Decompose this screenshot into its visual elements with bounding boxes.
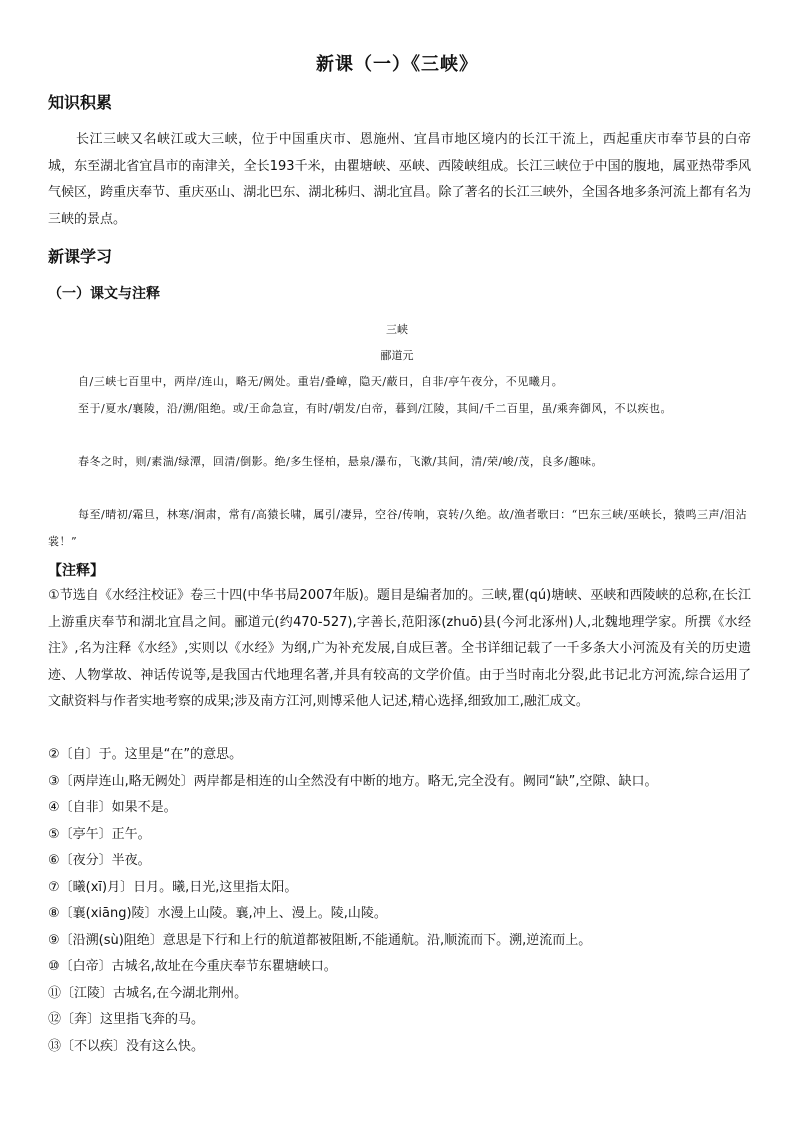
poem-paragraph: 至于/夏水/襄陵，沿/溯/阻绝。或/王命急宣，有时/朝发/白帝，暮到/江陵，其间/千二百里，虽/乘奔御风，不以疾也。 bbox=[78, 402, 673, 415]
section-heading-knowledge: 知识积累 bbox=[48, 93, 113, 112]
note-item: ⑦〔曦(xī)月〕日月。曦,日光,这里指太阳。 bbox=[48, 879, 298, 895]
notes-heading: 【注释】 bbox=[48, 563, 104, 579]
note-item: ⑬〔不以疾〕没有这么快。 bbox=[48, 1038, 205, 1054]
note-item: ③〔两岸连山,略无阙处〕两岸都是相连的山全然没有中断的地方。略无,完全没有。阙同“缺”,空隙、缺口。 bbox=[48, 773, 658, 789]
note-item: ⑨〔沿溯(sù)阻绝〕意思是下行和上行的航道都被阻断,不能通航。沿,顺流而下。溯,逆流而上。 bbox=[48, 932, 592, 948]
poem-paragraph: 每至/晴初/霜旦，林寒/涧肃，常有/高猿长啸，属引/凄异，空谷/传响，哀转/久绝。故/渔者歌曰：“巴东三峡/巫峡长，猿鸣三声/泪沾裳！” bbox=[48, 508, 748, 548]
note-item: ①节选自《水经注校证》卷三十四(中华书局2007年版)。题目是编者加的。三峡,瞿(qú)塘峡、巫峡和西陵峡的总称,在长江上游重庆奉节和湖北宜昌之间。郦道元(约470-527),字善长,范阳涿(zhuō)县(今河北涿州)人,北魏地理学家。所撰《水经注》,名为注释《水经》,实则以《水经》为纲,广为补充发展,自成巨著。全书详细记载了一千多条大小河流及有关的历史遗迹、人物掌故、神话传说等,是我国古代地理名著,并具有较高的文学价值。由于当时南北分裂,此书记北方河流,综合运用了文献资料与作者实地考察的成果;涉及南方江河,则博采他人记述,精心选择,细致加工,融汇成文。 bbox=[48, 588, 751, 709]
note-item: ⑧〔襄(xiāng)陵〕水漫上山陵。襄,冲上、漫上。陵,山陵。 bbox=[48, 906, 387, 921]
poem-title: 三峡 bbox=[386, 323, 408, 336]
note-item: ⑩〔白帝〕古城名,故址在今重庆奉节东瞿塘峡口。 bbox=[48, 959, 337, 974]
note-item: ⑥〔夜分〕半夜。 bbox=[48, 853, 151, 868]
note-item: ⑪〔江陵〕古城名,在今湖北荆州。 bbox=[48, 985, 248, 1001]
note-item: ②〔自〕于。这里是“在”的意思。 bbox=[48, 747, 243, 762]
poem-author: 郦道元 bbox=[380, 349, 414, 362]
poem-paragraph: 自/三峡七百里中，两岸/连山，略无/阙处。重岩/叠嶂，隐天/蔽日，自非/亭午夜分，不见曦月。 bbox=[78, 375, 564, 388]
knowledge-paragraph: 长江三峡又名峡江或大三峡，位于中国重庆市、恩施州、宜昌市地区境内的长江干流上，西起重庆市奉节县的白帝城，东至湖北省宜昌市的南津关，全长193千米，由瞿塘峡、巫峡、西陵峡组成。长江三峡位于中国的腹地，属亚热带季风气候区，跨重庆奉节、重庆巫山、湖北巴东、湖北秭归、湖北宜昌。除了著名的长江三峡外，全国各地多条河流上都有名为三峡的景点。 bbox=[48, 132, 751, 227]
page-title: 新课（一）《三峡》 bbox=[316, 54, 478, 75]
note-item: ④〔自非〕如果不是。 bbox=[48, 800, 177, 815]
section-heading-new-lesson: 新课学习 bbox=[48, 247, 113, 266]
note-item: ⑤〔亭午〕正午。 bbox=[48, 826, 151, 842]
notes-list bbox=[48, 742, 751, 1060]
poem-paragraph: 春冬之时，则/素湍/绿潭，回清/倒影。绝/多生怪柏，悬泉/瀑布，飞漱/其间，清/荣/峻/茂，良多/趣味。 bbox=[78, 455, 604, 468]
subsection-heading-text-notes: （一）课文与注释 bbox=[48, 286, 160, 302]
note-item: ⑫〔奔〕这里指飞奔的马。 bbox=[48, 1012, 205, 1027]
